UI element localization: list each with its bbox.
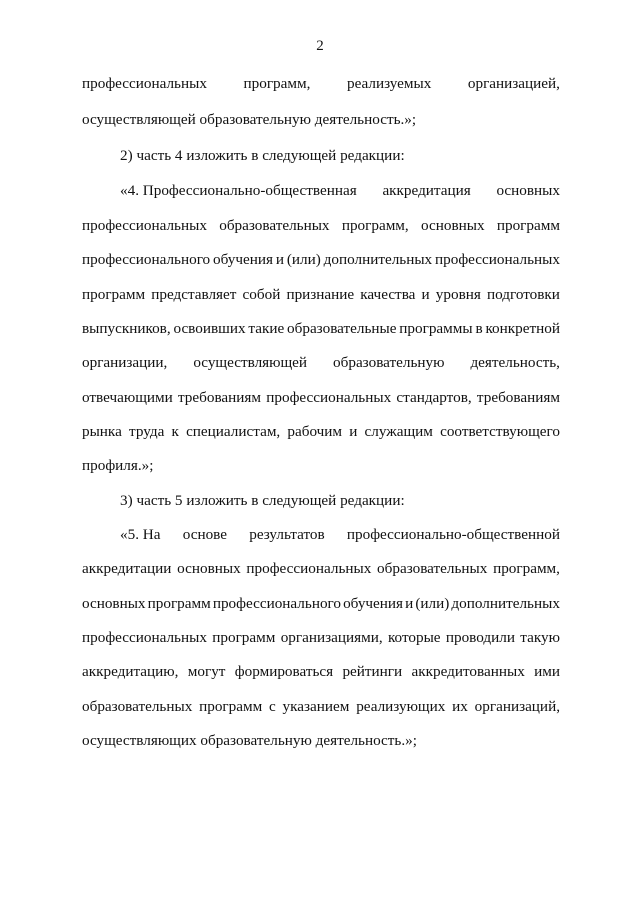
- word: и: [349, 423, 358, 440]
- word: деятельность,: [470, 354, 560, 371]
- word: программ: [199, 698, 263, 715]
- text-line: профиля.»;: [82, 457, 154, 474]
- word: основе: [182, 526, 227, 543]
- word: отвечающими: [82, 389, 173, 406]
- paragraph-item-3-line: 3) часть 5 изложить в следующей редакции:: [120, 492, 405, 509]
- text-line: [120, 526, 560, 544]
- word: представляет: [151, 286, 237, 303]
- word: основных: [496, 182, 560, 199]
- word: образовательные: [287, 320, 397, 337]
- word: рабочим: [287, 423, 343, 440]
- word: профессиональных: [266, 389, 392, 406]
- text-line: [82, 251, 560, 269]
- word: аккредитация: [382, 182, 471, 199]
- word: «4. Профессионально-общественная: [120, 182, 357, 199]
- word: требованиям: [177, 389, 262, 406]
- word: к: [171, 423, 179, 440]
- word: образовательных: [82, 698, 193, 715]
- word: программ: [212, 629, 276, 646]
- word: образовательных: [377, 560, 488, 577]
- text-line: [82, 560, 560, 578]
- word: проводили: [445, 629, 515, 646]
- word: их: [452, 698, 468, 715]
- word: в: [475, 320, 483, 337]
- word: выпускников,: [82, 320, 171, 337]
- word: основных: [177, 560, 241, 577]
- word: программ: [147, 595, 211, 612]
- word: профессионального: [212, 595, 341, 612]
- word: соответствующего: [440, 423, 560, 440]
- word: основных: [421, 217, 485, 234]
- word: подготовки: [486, 286, 560, 303]
- word: и: [405, 595, 414, 612]
- word: указанием: [282, 698, 350, 715]
- word: стандартов,: [396, 389, 472, 406]
- text-line: [82, 75, 560, 93]
- word: организации,: [82, 354, 168, 371]
- word: могут: [187, 663, 226, 680]
- word: организациями,: [280, 629, 383, 646]
- word: аккредитацию,: [82, 663, 179, 680]
- word: организацией,: [467, 75, 560, 92]
- word: служащим: [364, 423, 433, 440]
- word: программ,: [243, 75, 311, 92]
- text-line: [82, 663, 560, 681]
- word: собой: [242, 286, 281, 303]
- word: профессиональных: [82, 75, 207, 92]
- word: дополнительных: [323, 251, 433, 268]
- word: организаций,: [474, 698, 560, 715]
- word: осуществляющей: [193, 354, 308, 371]
- word: обучения: [343, 595, 404, 612]
- text-line: [82, 629, 560, 647]
- word: профессиональных: [435, 251, 560, 268]
- text-line: [82, 595, 560, 613]
- word: дополнительных: [451, 595, 560, 612]
- word: признание: [286, 286, 355, 303]
- text-line: [120, 182, 560, 200]
- text-line: [82, 320, 560, 338]
- word: освоивших: [173, 320, 246, 337]
- word: программ: [496, 217, 560, 234]
- page-number: 2: [316, 38, 324, 54]
- word: такую: [520, 629, 560, 646]
- word: с: [269, 698, 276, 715]
- word: профессиональных: [246, 560, 372, 577]
- word: реализуемых: [346, 75, 432, 92]
- word: профессиональных: [82, 217, 207, 234]
- word: формироваться: [234, 663, 334, 680]
- word: ими: [534, 663, 560, 680]
- word: рейтинги: [342, 663, 403, 680]
- word: программ,: [493, 560, 560, 577]
- paragraph-item-2-line: 2) часть 4 изложить в следующей редакции:: [120, 147, 405, 164]
- word: образовательных: [219, 217, 330, 234]
- word: рынка: [82, 423, 122, 440]
- word: специалистам,: [186, 423, 281, 440]
- word: (или): [286, 251, 321, 268]
- word: обучения: [213, 251, 273, 268]
- text-line: [82, 698, 560, 716]
- word: аккредитации: [82, 560, 172, 577]
- word: которые: [387, 629, 441, 646]
- word: (или): [415, 595, 450, 612]
- word: уровня: [435, 286, 481, 303]
- text-line: осуществляющих образовательную деятельность.»;: [82, 732, 417, 749]
- word: образовательную: [333, 354, 445, 371]
- text-line: [82, 389, 560, 407]
- word: профессионально-общественной: [346, 526, 560, 543]
- text-line: [82, 423, 560, 441]
- text-line: [82, 217, 560, 235]
- word: реализующих: [356, 698, 446, 715]
- word: качества: [360, 286, 416, 303]
- text-line: [82, 286, 560, 304]
- word: программы: [399, 320, 473, 337]
- text-line: осуществляющей образовательную деятельность.»;: [82, 111, 417, 128]
- word: и: [421, 286, 430, 303]
- word: «5. На: [120, 526, 161, 543]
- text-line: [82, 354, 560, 372]
- word: такие: [248, 320, 285, 337]
- word: конкретной: [485, 320, 560, 337]
- word: и: [275, 251, 284, 268]
- word: результатов: [249, 526, 325, 543]
- word: профессиональных: [82, 629, 207, 646]
- word: основных: [82, 595, 146, 612]
- word: труда: [129, 423, 165, 440]
- word: аккредитованных: [411, 663, 525, 680]
- word: профессионального: [82, 251, 211, 268]
- word: программ,: [341, 217, 409, 234]
- word: программ: [82, 286, 146, 303]
- word: требованиям: [476, 389, 560, 406]
